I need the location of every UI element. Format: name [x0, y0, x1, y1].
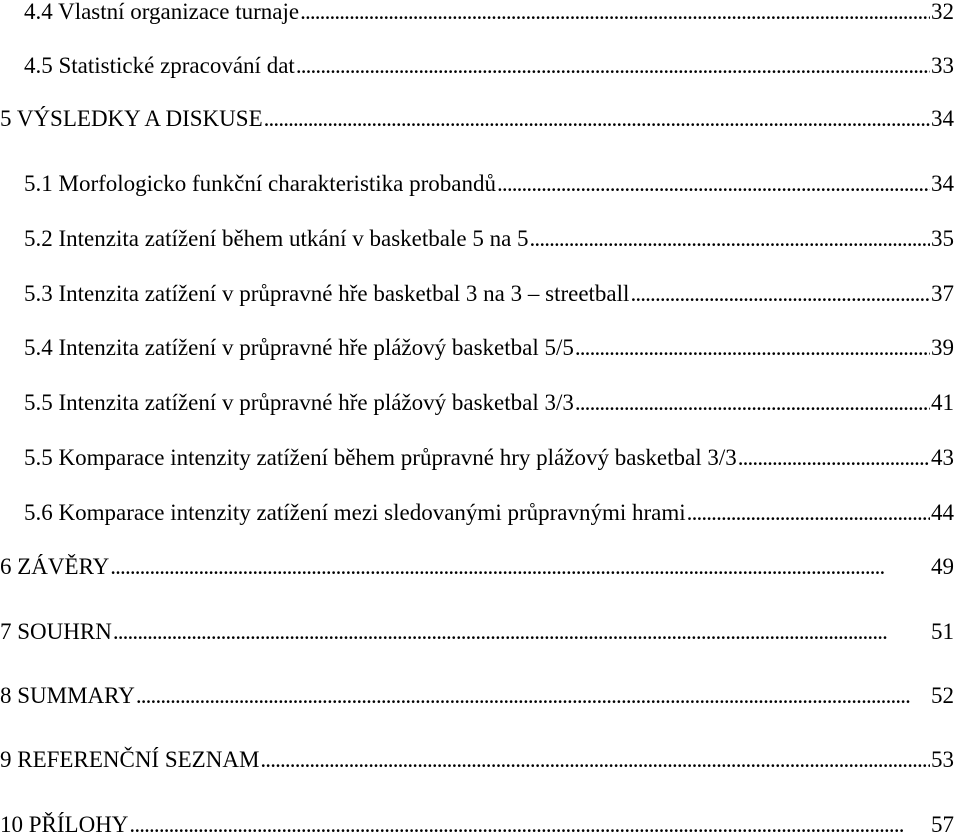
toc-entry-title: 9 REFERENČNÍ SEZNAM	[0, 747, 260, 772]
toc-dot-leader	[687, 499, 930, 527]
toc-entry-title: 5.5 Intenzita zatížení v průpravné hře plážový basketbal 3/3	[24, 390, 574, 415]
toc-page-number: 34	[931, 171, 954, 196]
toc-page-number: 37	[931, 281, 954, 306]
toc-entry-title: 5.2 Intenzita zatížení během utkání v basketbale 5 na 5	[24, 226, 529, 251]
toc-page-number: 49	[931, 554, 954, 579]
toc-entry[interactable]	[24, 499, 954, 527]
toc-entry-title: 5.3 Intenzita zatížení v průpravné hře basketbal 3 na 3 – streetball	[24, 281, 630, 306]
toc-entry-title: 10 PŘÍLOHY	[0, 812, 129, 837]
toc-page-number: 53	[931, 747, 954, 772]
toc-entry[interactable]	[24, 52, 954, 80]
toc-entry-title: 7 SOUHRN	[0, 619, 112, 644]
toc-page-number: 52	[931, 683, 954, 708]
toc-dot-leader	[497, 170, 930, 198]
toc-entry-title: 4.4 Vlastní organizace turnaje	[24, 0, 300, 24]
toc-entry[interactable]	[0, 618, 954, 646]
toc-entry[interactable]	[0, 682, 954, 710]
toc-dot-leader	[630, 280, 930, 308]
toc-entry[interactable]	[24, 170, 954, 198]
toc-dot-leader	[530, 225, 930, 253]
toc-dot-leader	[575, 389, 930, 417]
toc-page-number: 35	[931, 226, 954, 251]
toc-page-number: 51	[931, 619, 954, 644]
toc-page-number: 39	[931, 335, 954, 360]
toc-entry[interactable]	[24, 444, 954, 472]
toc-dot-leader	[575, 334, 930, 362]
toc-page-number: 43	[931, 445, 954, 470]
toc-entry-title: 5 VÝSLEDKY A DISKUSE	[0, 106, 263, 131]
toc-dot-leader	[264, 105, 930, 133]
toc-entry[interactable]	[0, 746, 954, 774]
toc-entry[interactable]	[24, 280, 954, 308]
toc-page-number: 32	[931, 0, 954, 24]
toc-page-number: 44	[931, 500, 954, 525]
toc-page-number: 33	[931, 53, 954, 78]
toc-entry[interactable]	[24, 0, 954, 26]
toc-dot-leader	[113, 618, 930, 646]
toc-entry[interactable]	[0, 553, 954, 581]
toc-dot-leader	[110, 553, 930, 581]
toc-entry[interactable]	[0, 105, 954, 133]
toc-entry[interactable]	[0, 811, 954, 839]
toc-dot-leader	[260, 746, 930, 774]
toc-page-number: 34	[931, 106, 954, 131]
toc-entry-title: 5.6 Komparace intenzity zatížení mezi sledovanými průpravnými hrami	[24, 500, 686, 525]
toc-entry-title: 5.4 Intenzita zatížení v průpravné hře plážový basketbal 5/5	[24, 335, 574, 360]
toc-entry[interactable]	[24, 389, 954, 417]
toc-entry-title: 6 ZÁVĚRY	[0, 554, 110, 579]
toc-entry[interactable]	[24, 225, 954, 253]
toc-dot-leader	[129, 811, 930, 839]
toc-dot-leader	[296, 52, 930, 80]
toc-entry-title: 4.5 Statistické zpracování dat	[24, 53, 295, 78]
toc-entry[interactable]	[24, 334, 954, 362]
toc-page-number: 41	[931, 390, 954, 415]
toc-page-number: 57	[931, 812, 954, 837]
toc-entry-title: 8 SUMMARY	[0, 683, 135, 708]
toc-entry-title: 5.1 Morfologicko funkční charakteristika probandů	[24, 171, 497, 196]
toc-entry-title: 5.5 Komparace intenzity zatížení během průpravné hry plážový basketbal 3/3	[24, 445, 737, 470]
toc-dot-leader	[136, 682, 930, 710]
toc-dot-leader	[738, 444, 930, 472]
toc-dot-leader	[300, 0, 930, 26]
